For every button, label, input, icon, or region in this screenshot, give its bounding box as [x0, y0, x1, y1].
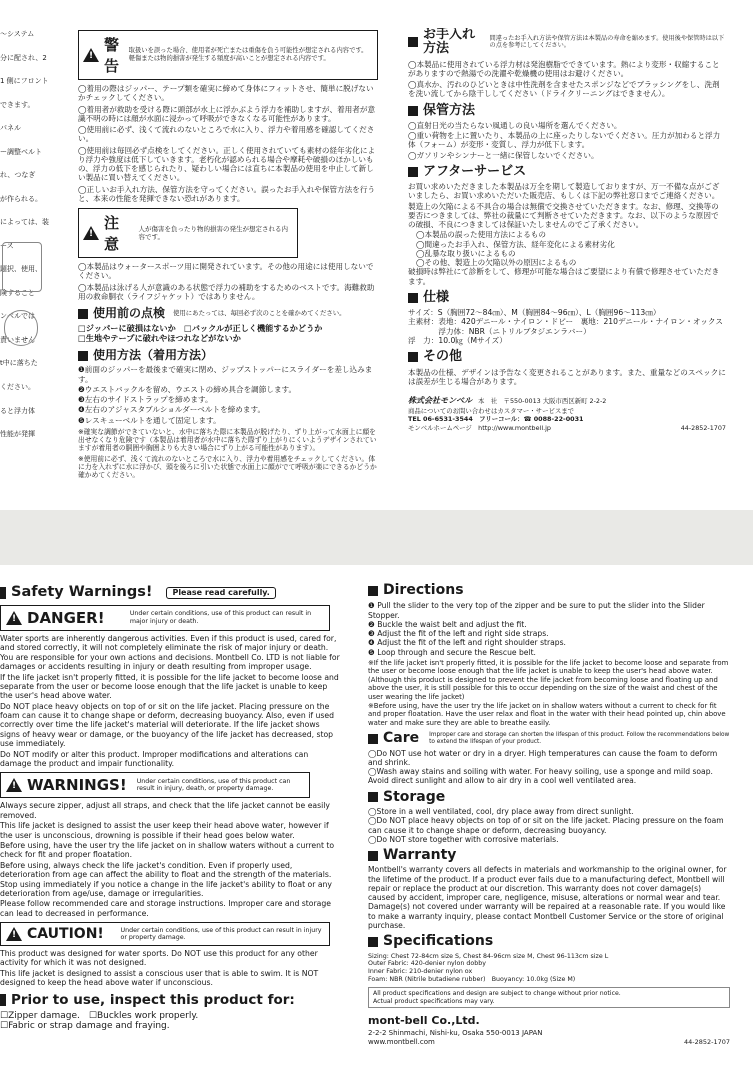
warning-en-item: Before using, always check the life jacket's condition. Even if properly used, deterioration from age can affect the ability to float and the strength of the materials. Stop using immediately if you notice a change in the life jacket's ability to float or any deterioration from age/use, damage or irregularities.: [0, 860, 332, 898]
section-square-icon: [0, 994, 6, 1006]
danger-item: If the life jacket isn't properly fitted, it is possible for the life jacket to become loose and separate from the user or become loose enough that the life jacket is unable to keep the user's head above water.: [0, 672, 339, 701]
jp-footer: [408, 396, 726, 433]
caution-en-label: CAUTION!: [27, 926, 104, 943]
other-text: 本製品の仕様、デザインは予告なく変更されることがあります。また、重量などのスペックには誤差が生じる場合があります。: [408, 367, 726, 386]
en-company-logo: mont-bell Co.,Ltd.: [368, 1014, 480, 1028]
specifications-lines: [368, 953, 730, 984]
left-strip-line: ください。: [0, 382, 35, 391]
usage-notes: [78, 428, 378, 480]
section-square-icon: [78, 351, 88, 361]
care-heading: [408, 28, 726, 57]
left-strip-line: 分に配され、2: [0, 53, 47, 62]
danger-item: Do NOT place heavy objects on top of or sit on the life jacket. Placing pressure on the foam can cause it to change shape or deform, decreasing buoyancy. Also, even if used correctly over time the life jacket's material will deteriorate. If the life jacket shows signs of heavy wear or damage, or the buoyancy of the life jacket has decreased, stop use immediately.: [0, 701, 334, 749]
care-list: [408, 60, 726, 99]
usage-title: 使用方法（着用方法）: [93, 348, 214, 363]
after-service-paragraph: 製造上の欠陥による不具合の場合は無償で交換させていただきます。なお、修理、交換等の要否につきましては、弊社の裁量にて判断させていただきます。なお、以下のような原因での破損、不良につきましては保証いたしませんのでご了承ください。: [408, 201, 719, 230]
specifications-disclaimer: [368, 987, 730, 1008]
warning-list: [78, 84, 378, 203]
caution-header: [78, 208, 298, 258]
specification-line: Inner Fabric: 210-denier nylon ox: [368, 967, 473, 975]
directions-steps: [368, 601, 730, 657]
usage-steps: [78, 365, 378, 425]
caution-en-item: This product was designed for water sports. Do NOT use this product for any other activity for which it was not designed.: [0, 949, 318, 968]
after-service-cause: ◯間違ったお手入れ、保管方法、経年変化による素材劣化: [416, 239, 615, 249]
left-cropped-column: [0, 30, 66, 490]
after-service-paragraphs: [408, 182, 726, 229]
warning-en-item: This life jacket is designed to assist the user keep their head above water, however if the user is unconscious, drowning is possible if their head goes below water.: [0, 821, 329, 840]
warnings-header: [0, 772, 310, 798]
usage-step: ❹左右のアジャスタブルショルダーベルトを締めます。: [78, 405, 266, 415]
jp-website[interactable]: モンベルホームページ http://www.montbell.jp: [408, 424, 551, 433]
usage-step: ❷ウエストバックルを留め、ウエストの締め具合を調節します。: [78, 384, 297, 394]
caution-en-header: [0, 922, 330, 946]
after-service-title: アフターサービス: [423, 163, 527, 179]
en-product-code: 44-2852-1707: [683, 1037, 730, 1046]
safety-heading: [0, 585, 340, 601]
specification-line: Foam: NBR (Nitrile butadiene rubber) Buoyancy: 10.0kg (Size M): [368, 975, 576, 983]
section-square-icon: [368, 586, 378, 596]
prior-title: Prior to use, inspect this product for:: [11, 991, 295, 1008]
warnings-label: WARNINGS!: [27, 776, 127, 795]
usage-step: ❺レスキューベルトを通して固定します。: [78, 415, 221, 425]
vest-illustration-icon: [2, 242, 42, 292]
left-strip-line: 〜システム: [0, 30, 35, 38]
section-square-icon: [408, 37, 418, 47]
page-gap: [0, 510, 753, 565]
section-square-icon: [368, 851, 378, 861]
left-strip-line: が作られる。: [0, 194, 42, 203]
left-strip-line: できます。: [0, 100, 35, 109]
warning-item: ◯着用の際はジッパー、テープ類を確実に締めて身体にフィットさせ、簡単に脱げないかチェックしてください。: [78, 84, 374, 103]
inspection-check: □ジッパーに破損はないか □バックルが正しく機能するかどうか: [78, 323, 323, 334]
inspection-check: □生地やテープに破れやほつれなどがないか: [78, 333, 241, 344]
danger-item: Do NOT modify or alter this product. Improper modifications and alterations can damage the product and impair functionality.: [0, 749, 309, 769]
danger-header: [0, 605, 330, 631]
prior-checklist: [0, 1011, 340, 1033]
direction-step: ❹ Adjust the fit of the left and right shoulder straps.: [368, 638, 566, 648]
storage-en-title: Storage: [383, 788, 446, 805]
storage-title: 保管方法: [423, 102, 476, 118]
spec-line: 浮力体：NBR（ニトリルブタジエンラバー）: [408, 326, 591, 336]
caution-en-note: Under certain conditions, use of this product can result in injury or property damage.: [120, 926, 322, 942]
caution-item: ◯本製品は泳げる人が意識のある状態で浮力の補助をするためのベストです。海難救助用の救命胴衣（ライフジャケット）ではありません。: [78, 282, 375, 301]
usage-note: ※確実な調節ができていないと、水中に落ちた際に本製品が脱げたり、ずり上がって水面上に顔を出せなくなり危険です（本製品は着用者が水中に落ちた際ずり上がりにくいようデザインされていますが着用者の胴囲や胸囲よりも大きい場合にずり上がる可能性があります）。: [78, 427, 377, 453]
warranty-title: Warranty: [383, 847, 457, 864]
direction-step: ❸ Adjust the fit of the left and right side straps.: [368, 629, 549, 639]
care-note: 間違ったお手入れ方法や保管方法は本製品の寿命を縮めます。使用後や保管時は以下の点を参考にしてください。: [489, 34, 725, 50]
safety-title: Safety Warnings!: [11, 585, 153, 600]
specs-title: 仕様: [423, 289, 450, 305]
care-item: ◯真水か、汚れのひどいときは中性洗剤を含ませたスポンジなどでブラッシングをし、洗剤を洗い流してから陰干ししてください（ドライクリーニングはできません）。: [408, 80, 720, 99]
caution-list: [78, 262, 378, 301]
en-right-column: [368, 583, 730, 1075]
left-strip-line: ンベルでは: [0, 312, 35, 321]
en-left-column: [0, 585, 340, 1075]
storage-item: ◯直射日光の当たらない風通しの良い場所を選んでください。: [408, 120, 622, 130]
caution-en-triangle-icon: [6, 927, 22, 941]
section-square-icon: [408, 106, 418, 116]
direction-note: ※Before using, have the user try the life jacket on in shallow waters without a current to check for fit and proper floatation. Have the user relax and float in the water with their head pointed up, chin above water and make sure they are able to breathe easily.: [368, 702, 726, 727]
spec-line: 浮 力：10.0㎏（Mサイズ）: [408, 335, 507, 345]
care-en-item: ◯Do NOT use hot water or dry in a dryer. High temperatures can cause the foam to deform and shrink.: [368, 748, 718, 767]
directions-notes: [368, 659, 730, 727]
section-square-icon: [408, 167, 418, 177]
care-en-heading: [368, 731, 730, 746]
left-strip-line: 責いません: [0, 335, 35, 344]
warning-en-item: Always secure zipper, adjust all straps, and check that the life jacket cannot be easily removed.: [0, 801, 330, 820]
jp-inquiry: 商品についてのお問い合わせはカスタマー・サービスまで: [408, 406, 575, 415]
warranty-text: Montbell's warranty covers all defects in materials and workmanship to the original owner, for the lifetime of the product. If a product ever fails due to a manufacturing defect, Montbell will repair or replace the product at our discretion. This warranty does not cover damage(s) caused by accident, improper care, negligence, misuse, alterations or normal wear and tear. Damage(s) not covered under warranty will be repaired at a reasonable rate. If you would like to make a warranty inquiry, please contact Montbell Customer Service or the store of original purchase.: [368, 865, 727, 930]
spec-line: 主素材：表地：420デニール・ナイロン・ドビー 裏地：210デニール・ナイロン・オックス: [408, 317, 723, 327]
danger-triangle-icon: [6, 611, 22, 625]
warning-note: 取扱いを誤った場合、使用者が死亡または重傷を負う可能性が想定される内容です。軽傷または物的損害が発生する頻度が高いことが想定される内容です。: [128, 47, 368, 62]
left-strip-line: パネル: [0, 124, 21, 133]
prior-check: ☐Zipper damage. ☐Buckles work properly.: [0, 1010, 199, 1021]
prior-heading: [0, 993, 340, 1008]
care-item: ◯本製品に使用されている浮力材は発泡樹脂でできています。熱により変形・収縮することがありますので熱湯での洗濯や乾燥機の使用はお避けください。: [408, 59, 720, 78]
en-website[interactable]: www.montbell.com: [368, 1037, 435, 1046]
warnings-list: [0, 801, 340, 918]
specification-line: Outer Fabric: 420-denier nylon dobby: [368, 960, 486, 968]
section-square-icon: [368, 734, 378, 744]
left-strip-line: れ、つなぎ: [0, 171, 36, 180]
spec-line: サイズ：S（胸囲72〜84㎝）、M（胸囲84〜96㎝）、L（胸囲96〜113㎝）: [408, 308, 661, 318]
en-address: 2-2-2 Shinmachi, Nishi-ku, Osaka 550-0013 JAPAN: [368, 1028, 543, 1037]
jp-product-code: 44-2852-1707: [680, 424, 726, 433]
section-square-icon: [368, 937, 378, 947]
care-en-list: [368, 749, 730, 786]
usage-step: ❸左右のサイドストラップを締めます。: [78, 395, 213, 405]
warning-header: [78, 30, 378, 80]
left-strip-line: ー調整ベルト: [0, 147, 42, 156]
warnings-triangle-icon: [6, 778, 22, 792]
danger-note: Under certain conditions, use of this product can result in major injury or death.: [129, 610, 312, 625]
care-en-title: Care: [383, 730, 420, 747]
storage-en-item: ◯Do NOT place heavy objects on top of or sit on the life jacket. Placing pressure on the foam can cause it to change shape or deform, decreasing buoyancy.: [368, 816, 724, 835]
warning-item: ◯使用前は毎回必ず点検をしてください。正しく使用されていても素材の経年劣化により浮力や強度は低下していきます。老朽化が認められる場合や摩耗や破損のほかしいもの、浮力の低下を感じられたり、疑わしい場合には直ちに本製品の使用を中止して新しい製品に買い替えてください。: [78, 145, 376, 183]
storage-heading: [408, 104, 726, 118]
caution-label: 注意: [104, 214, 120, 253]
other-title: その他: [423, 349, 463, 365]
direction-step: ❺ Loop through and secure the Rescue belt.: [368, 647, 536, 657]
storage-item: ◯ガソリンやシンナーと一緒に保管しないでください。: [408, 150, 599, 160]
after-service-causes: [408, 230, 726, 267]
left-strip-line: 1 側にフロント: [0, 77, 49, 86]
after-service-heading: [408, 165, 726, 179]
storage-en-item: ◯Store in a well ventilated, cool, dry place away from direct sunlight.: [368, 807, 634, 817]
direction-step: ❶ Pull the slider to the very top of the zipper and be sure to put the slider into the Slider Stopper.: [368, 601, 705, 620]
prior-check: ☐Fabric or strap damage and fraying.: [0, 1021, 170, 1032]
left-strip-line: によっては、装: [0, 218, 49, 227]
left-strip-line: 険すること: [0, 288, 35, 297]
after-service-cause: ◯乱暴な取り扱いによるもの: [416, 248, 516, 258]
section-square-icon: [408, 293, 418, 303]
english-manual-page: [0, 565, 753, 1080]
danger-label: DANGER!: [27, 608, 105, 627]
jp-address: 本 社 〒550-0013 大阪市西区新町 2-2-2: [478, 397, 607, 406]
other-heading: [408, 350, 726, 364]
section-square-icon: [368, 792, 378, 802]
inspection-note: 使用にあたっては、毎回必ず次のことを確かめてください。: [173, 309, 346, 318]
warning-item: ◯正しいお手入れ方法、保管方法を守ってください。誤ったお手入れや保管方法を行うと、本来の性能を発揮できない恐れがあります。: [78, 184, 376, 203]
storage-en-heading: [368, 790, 730, 805]
warning-en-item: Before using, have the user try the life jacket on in shallow waters without a current to check for fit and proper floatation.: [0, 840, 335, 860]
left-strip-lines: [0, 30, 66, 439]
usage-heading: [78, 349, 378, 362]
left-strip-line: t中に落ちた: [0, 359, 38, 368]
section-square-icon: [78, 309, 88, 319]
direction-note: ※If the life jacket isn't properly fitted, it is possible for the life jacket to become loose and separate from the user or become loose enough that the life jacket is unable to keep the user's head above water. (Although this product is designed to prevent the life jacket from becoming loose and floating up and above the user, it is still possible for this to occur depending on the size of the waist and chest of the user wearing the life jacket): [368, 658, 729, 701]
inspection-title: 使用前の点検: [93, 306, 166, 320]
directions-title: Directions: [383, 583, 464, 598]
danger-list: [0, 634, 340, 768]
specification-disclaimer-line: Actual product specifications may vary.: [373, 997, 495, 1005]
storage-item: ◯重い荷物を上に置いたり、本製品の上に座ったりしないでください。圧力が加わると浮力体（フォーム）が変形・変質し、浮力が低下します。: [408, 131, 721, 150]
warranty-heading: [368, 848, 730, 863]
warning-triangle-icon: [83, 48, 99, 62]
buckle-illustration-icon: [4, 310, 38, 346]
warning-label: 警告: [104, 36, 120, 75]
caution-note: 人が傷害を負ったり物的損害の発生が想定される内容です。: [138, 224, 288, 241]
jp-company-logo: 株式会社モンベル: [408, 396, 472, 406]
after-service-closing: 破損時は弊社にて診断をして、修理が可能な場合はご要望により有償で修理させていただきます。: [408, 267, 720, 286]
care-en-item: ◯Wash away stains and soiling with water. For heavy soiling, use a sponge and mild soap. Avoid direct sunlight and allow to air dry in a cool well ventilated area.: [368, 767, 713, 786]
specifications-title: Specifications: [383, 933, 494, 950]
left-strip-line: ース: [0, 241, 14, 250]
left-strip-line: 題択、使用、: [0, 265, 42, 274]
section-square-icon: [408, 352, 418, 362]
warning-item: ◯使用前に必ず、浅くて流れのないところで水に入り、浮力や着用感を確認してください。: [78, 125, 375, 144]
storage-en-list: [368, 807, 730, 844]
caution-triangle-icon: [83, 226, 99, 240]
jp-tel: TEL 06-6531-3544 フリーコール：☎ 0088-22-0031: [408, 415, 584, 424]
care-title: お手入れ方法: [423, 28, 476, 57]
danger-item: Water sports are inherently dangerous activities. Even if this product is used, cared for, and stored correctly, it will not completely eliminate the risk of major injury or death. You are responsible for your own actions and decisions. Montbell Co. LTD is not liable for damages or accidents resulting in injury or death resulting from improper usage.: [0, 633, 340, 672]
warning-item: ◯着用者が救助を受ける際に頭部が水上に浮かぶよう浮力を補助しますが、着用者が意識不明の時には顔が水面に浸かって呼吸ができなくなる可能性があります。: [78, 104, 376, 123]
read-carefully-badge: Please read carefully.: [166, 587, 275, 600]
usage-step: ❶前面のジッパーを最後まで確実に閉め、ジップストッパーにスライダーを差し込みます。: [78, 365, 373, 384]
caution-en-item: This life jacket is designed to assist a conscious user that is able to swim. It is NOT designed to keep the head above water if unconscious.: [0, 968, 319, 988]
after-service-cause: ◯本製品の誤った使用方法によるもの: [416, 230, 546, 240]
direction-step: ❷ Buckle the waist belt and adjust the fit.: [368, 619, 527, 629]
section-square-icon: [0, 587, 6, 599]
inspection-heading: [78, 307, 378, 320]
japanese-manual-page: [0, 0, 753, 510]
storage-list: [408, 121, 726, 160]
specifications-heading: [368, 934, 730, 949]
after-service-cause: ◯その他、製造上の欠陥以外の原因によるもの: [416, 258, 577, 268]
left-strip-line: 性能が発揮: [0, 430, 35, 439]
directions-heading: [368, 583, 730, 598]
after-service-paragraph: お買い求めいただきました本製品は万全を期して製造しておりますが、万一不備な点がございましたら、お買い求めいただいた販売店、もしくは下記の弊社窓口までご連絡ください。: [408, 182, 720, 201]
inspection-checklist: [78, 323, 378, 343]
usage-note: ※使用前に必ず、浅くて流れのないところで水に入り、浮力や着用感をチェックしてください。体に力を入れずに水に浮かび、頭を後ろに引いた状態で水面上に顔がでて呼吸が楽にできるかどうか確かめてください。: [78, 454, 377, 480]
specification-disclaimer-line: All product specifications and design are subject to change without prior notice.: [373, 990, 621, 998]
storage-en-item: ◯Do NOT store together with corrosive materials.: [368, 834, 559, 844]
specs-heading: [408, 291, 726, 305]
caution-en-list: [0, 949, 340, 988]
specification-line: Sizing: Chest 72-84cm size S, Chest 84-96cm size M, Chest 96-113cm size L: [368, 952, 609, 960]
en-footer: [368, 1014, 730, 1046]
warning-en-item: Please follow recommended care and storage instructions. Improper care and storage can lead to decreased in performance.: [0, 899, 331, 918]
jp-right-column: [408, 28, 726, 500]
warnings-note: Under certain conditions, use of this product can result in injury, death, or property damage.: [136, 777, 291, 793]
specs-lines: [408, 308, 726, 345]
left-strip-line: ると浮力体: [0, 406, 35, 415]
care-en-note: Improper care and storage can shorten the lifespan of this product. Follow the recommendations below to extend the lifespan of your product.: [429, 732, 730, 745]
caution-item: ◯本製品はウォータースポーツ用に開発されています。その他の用途には使用しないでください。: [78, 262, 374, 281]
jp-left-column: [78, 30, 378, 500]
